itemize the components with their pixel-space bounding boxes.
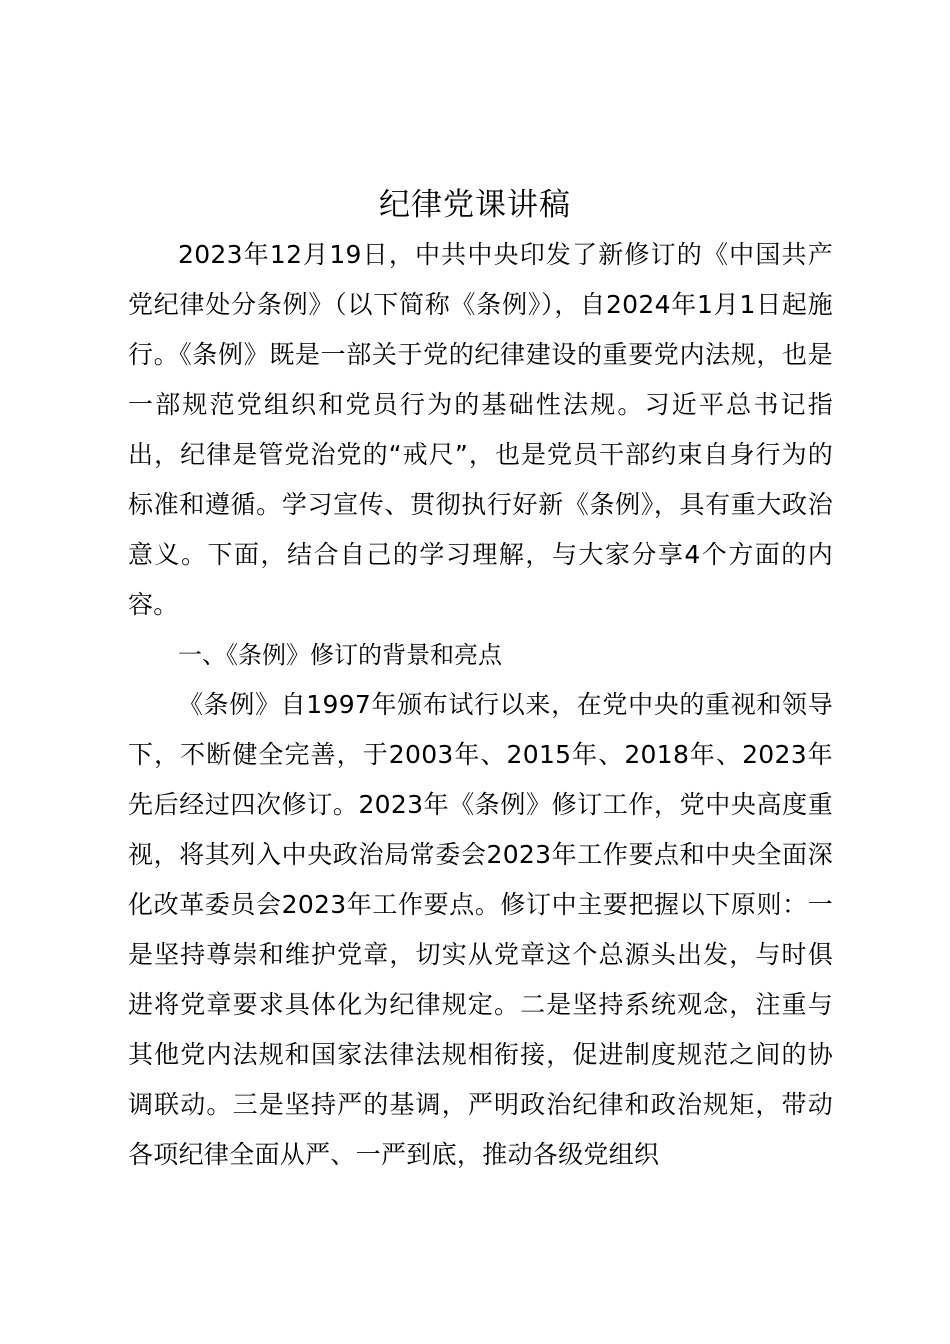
intro-paragraph: 2023年12月19日，中共中央印发了新修订的《中国共产党纪律处分条例》（以下简称《条例》），自2024年1月1日起施行。《条例》既是一部关于党的纪律建设的重要党内法规，也是一部规范党组织和党员行为的基础性法规。习近平总书记指出，纪律是管党治党的“戒尺”，也是党员干部约束自身行为的标准和遵循。学习宣传、贯彻执行好新《条例》，具有重大政治意义。下面，结合自己的学习理解，与大家分享4个方面的内容。 — [128, 240, 833, 619]
document-body — [128, 230, 833, 1180]
document-title: 纪律党课讲稿 — [379, 187, 571, 223]
section-heading: 一、《条例》修订的背景和亮点 — [178, 641, 502, 669]
section-paragraph: 《条例》自1997年颁布试行以来，在党中央的重视和领导下，不断健全完善，于2003年、2015年、2018年、2023年先后经过四次修订。2023年《条例》修订工作，党中央高度重视，将其列入中央政治局常委会2023年工作要点和中央全面深化改革委员会2023年工作要点。修订中主要把握以下原则：一是坚持尊崇和维护党章，切实从党章这个总源头出发，与时俱进将党章要求具体化为纪律规定。二是坚持系统观念，注重与其他党内法规和国家法律法规相衔接，促进制度规范之间的协调联动。三是坚持严的基调，严明政治纪律和政治规矩，带动各项纪律全面从严、一严到底，推动各级党组织 — [128, 690, 833, 1169]
